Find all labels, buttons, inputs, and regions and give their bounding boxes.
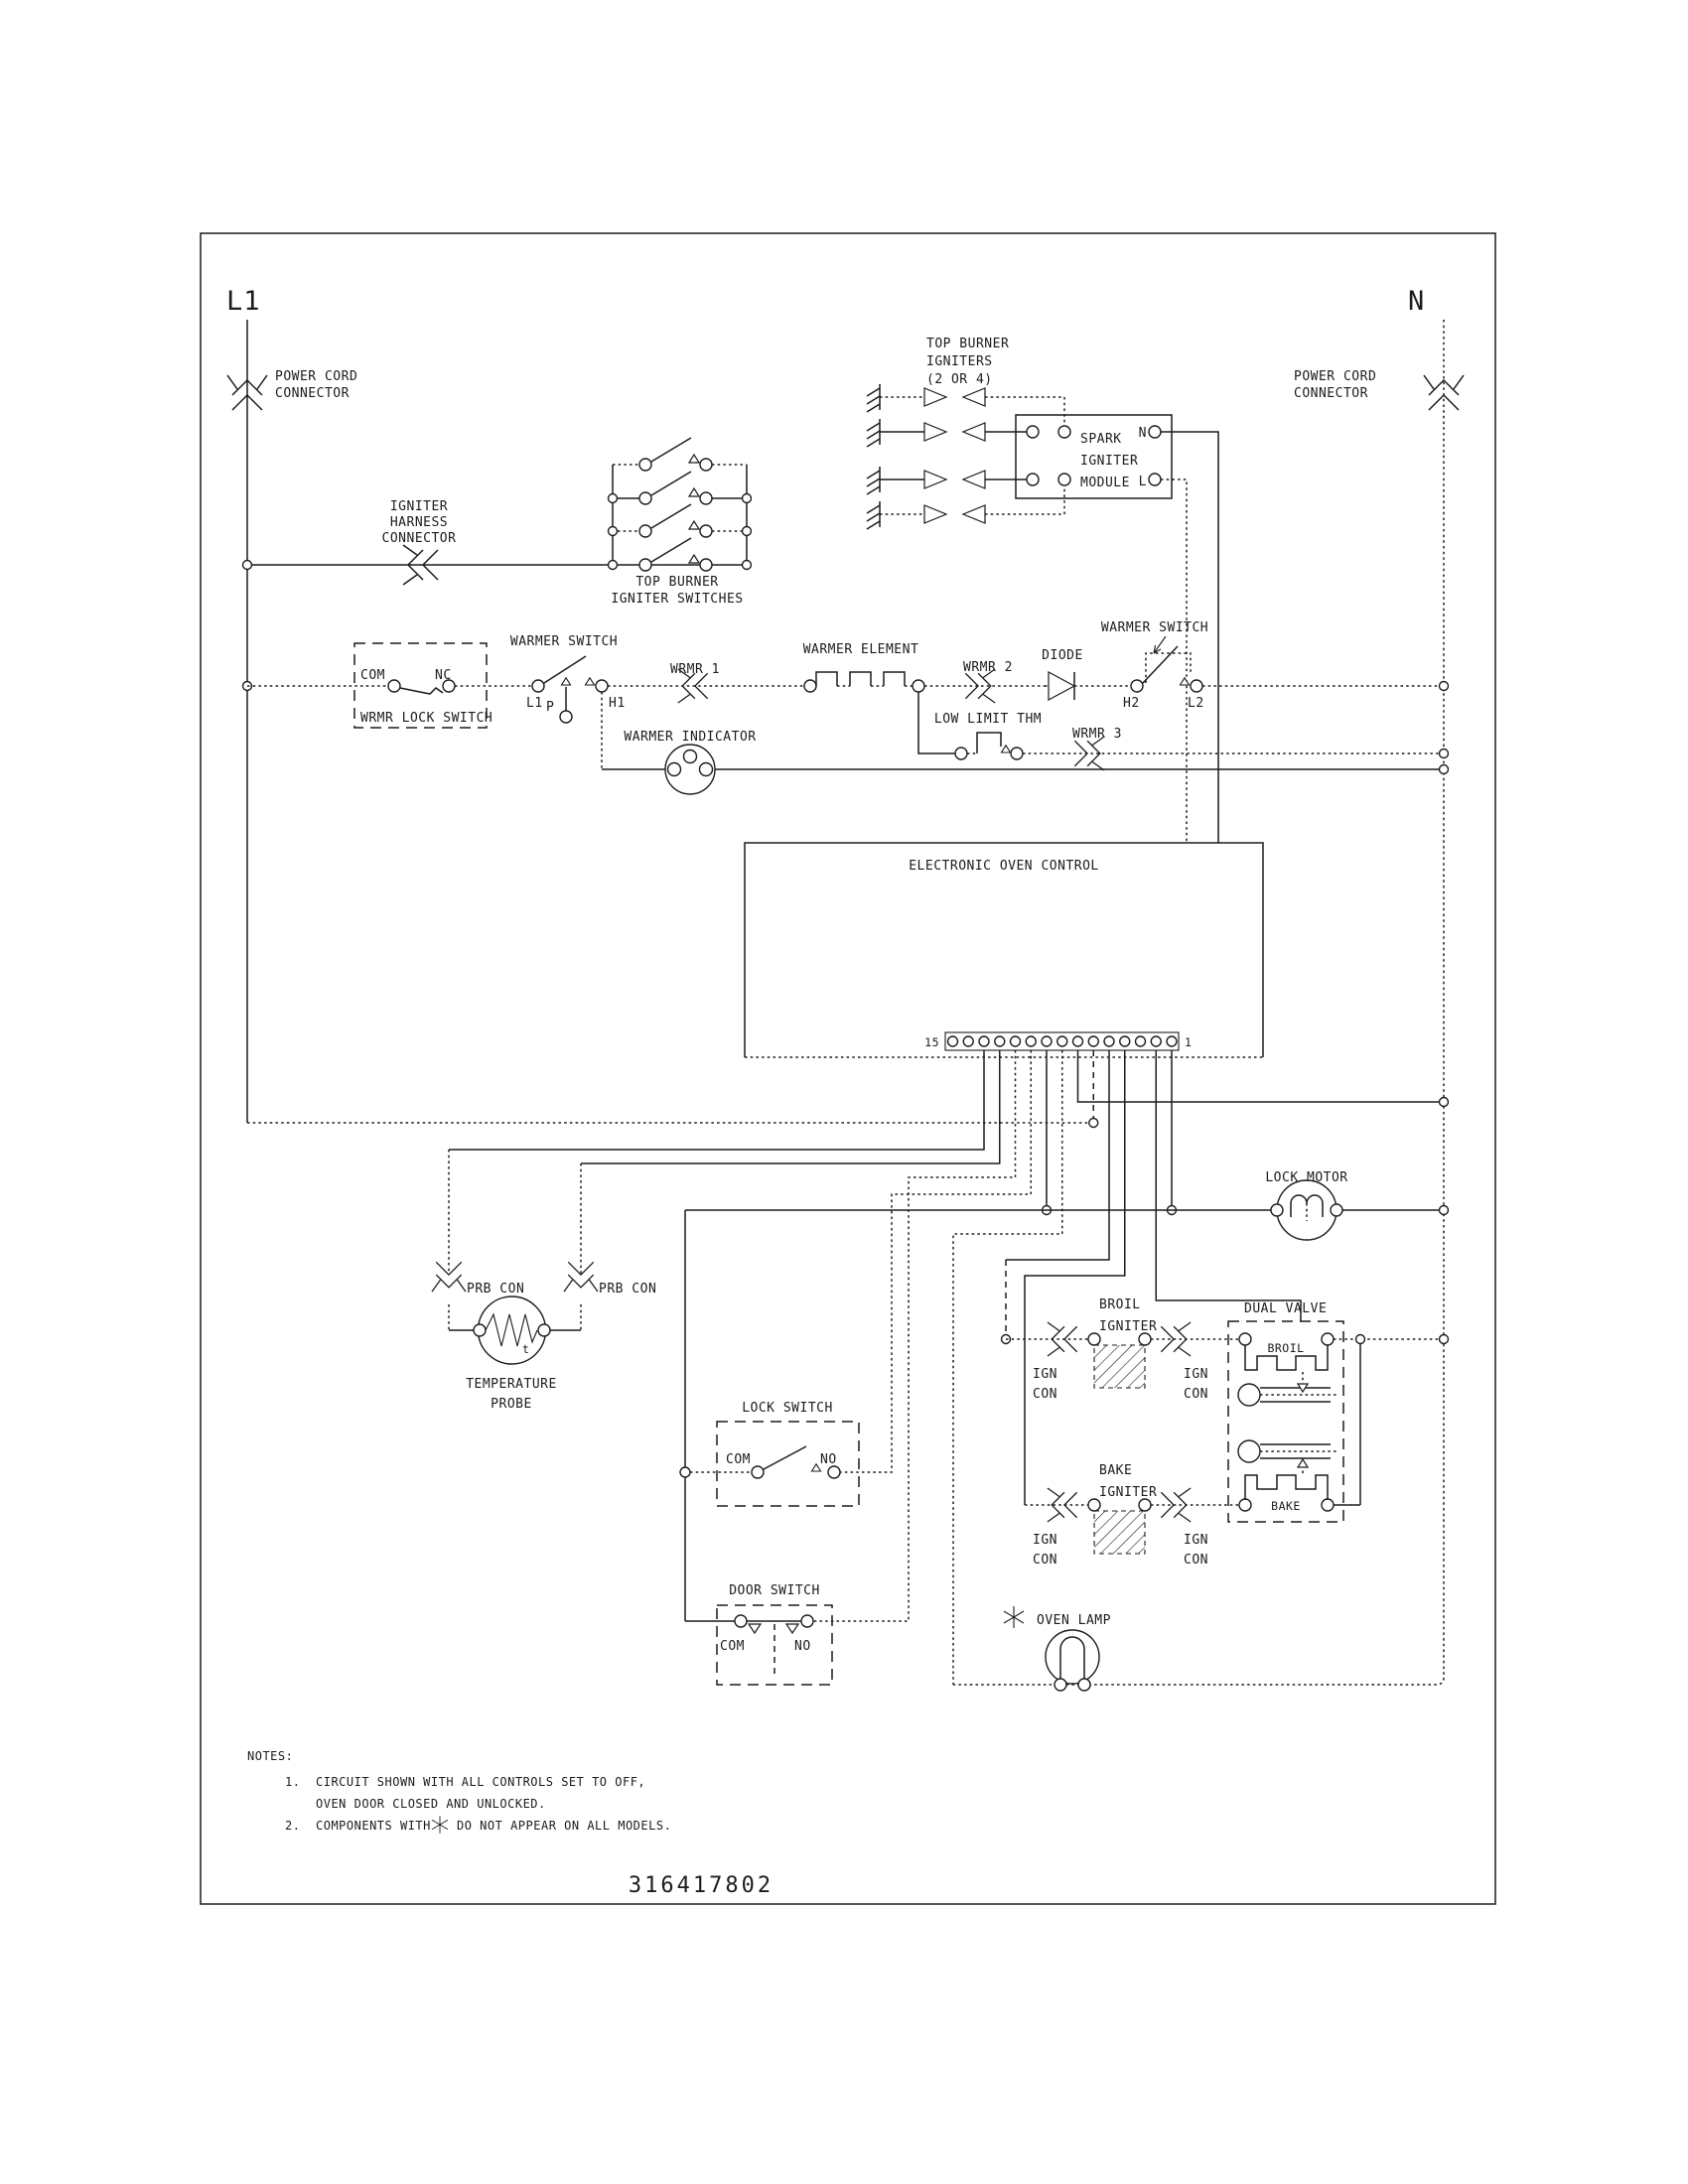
- svg-text:CONNECTOR: CONNECTOR: [275, 386, 350, 401]
- warmer-switch-p-label: P: [546, 700, 555, 715]
- low-limit-thermostat: [918, 692, 1449, 770]
- warmer-switch-left-label: WARMER SWITCH: [509, 634, 619, 649]
- note-2-text-a: COMPONENTS WITH: [316, 1819, 431, 1833]
- spark-module-label: SPARK: [1080, 432, 1122, 447]
- diode: [1045, 672, 1131, 700]
- warmer-switch-right: [1131, 636, 1449, 692]
- wrmr3-label: WRMR 3: [1072, 727, 1122, 742]
- svg-text:CON: CON: [1033, 1553, 1057, 1568]
- eoc-title: ELECTRONIC OVEN CONTROL: [909, 859, 1099, 874]
- terminal-1-label: 1: [1185, 1035, 1193, 1049]
- dual-valve-label: DUAL VALVE: [1244, 1301, 1328, 1316]
- wrmr2-label: WRMR 2: [963, 660, 1013, 675]
- n-label: N: [1408, 286, 1426, 317]
- part-number: 316417802: [628, 1873, 774, 1898]
- dual-valve: [1228, 1321, 1449, 1522]
- terminal-15-label: 15: [924, 1035, 939, 1049]
- top-burner-igniter-rows: [867, 384, 1064, 529]
- broil-ign-con-right-label: IGN: [1184, 1367, 1208, 1382]
- svg-text:CONNECTOR: CONNECTOR: [1294, 386, 1368, 401]
- oven-lamp-label: OVEN LAMP: [1037, 1613, 1111, 1628]
- warmer-switch-h2-label: H2: [1123, 696, 1140, 711]
- broil-ign-con-left-label: IGN: [1033, 1367, 1057, 1382]
- lock-switch-no-label: NO: [820, 1452, 837, 1467]
- wrmr-lock-switch-label: WRMR LOCK SWITCH: [360, 711, 493, 726]
- temperature-probe: [474, 1297, 550, 1364]
- svg-text:(2 OR 4): (2 OR 4): [926, 372, 993, 387]
- bake-coil-label: BAKE: [1271, 1499, 1301, 1513]
- bake-ign-con-right-label: IGN: [1184, 1533, 1208, 1548]
- svg-text:IGNITER: IGNITER: [1080, 454, 1139, 469]
- door-switch-com-label: COM: [720, 1639, 745, 1654]
- prb-con-right-label: PRB CON: [599, 1282, 657, 1297]
- wrmr1-label: WRMR 1: [670, 662, 720, 677]
- lock-motor-label: LOCK MOTOR: [1265, 1170, 1348, 1185]
- power-cord-connector-right-label: POWER CORD: [1294, 369, 1377, 384]
- low-limit-thm-label: LOW LIMIT THM: [933, 712, 1043, 727]
- note-1-number: 1.: [285, 1775, 301, 1789]
- svg-text:IGNITERS: IGNITERS: [926, 354, 993, 369]
- svg-text:CON: CON: [1184, 1553, 1208, 1568]
- note-asterisk-icon: [432, 1816, 448, 1834]
- temperature-probe-label: TEMPERATURE: [466, 1377, 557, 1392]
- wrmr-lock-com-label: COM: [360, 668, 385, 683]
- top-burner-switches-label: TOP BURNER: [635, 575, 719, 590]
- warmer-indicator-label: WARMER INDICATOR: [624, 730, 757, 745]
- bake-ign-con-left-label: IGN: [1033, 1533, 1057, 1548]
- svg-text:PROBE: PROBE: [491, 1397, 532, 1412]
- electronic-oven-control: [745, 843, 1263, 1057]
- warmer-switch-l2-label: L2: [1188, 696, 1204, 711]
- top-burner-igniter-switches: [609, 438, 752, 571]
- note-2-number: 2.: [285, 1819, 301, 1833]
- top-burner-igniters-label: TOP BURNER: [926, 337, 1010, 351]
- diode-label: DIODE: [1042, 648, 1083, 663]
- svg-text:MODULE: MODULE: [1080, 476, 1130, 490]
- igniter-harness-connector-label: IGNITER: [389, 499, 449, 514]
- prb-con-left-label: PRB CON: [467, 1282, 525, 1297]
- n-bus: [953, 320, 1464, 1685]
- broil-coil-label: BROIL: [1267, 1341, 1305, 1355]
- svg-text:CON: CON: [1184, 1387, 1208, 1402]
- l1-label: L1: [226, 286, 261, 317]
- svg-text:IGNITER: IGNITER: [1099, 1319, 1158, 1334]
- warmer-switch-h1-label: H1: [609, 696, 626, 711]
- power-cord-connector-left-label: POWER CORD: [275, 369, 358, 384]
- bake-igniter-label: BAKE: [1099, 1463, 1133, 1478]
- probe-t-mark: t: [522, 1342, 530, 1356]
- svg-text:HARNESS: HARNESS: [389, 515, 449, 530]
- warmer-element-label: WARMER ELEMENT: [802, 642, 919, 657]
- door-switch-label: DOOR SWITCH: [729, 1583, 820, 1598]
- warmer-element: [804, 672, 924, 692]
- spark-l-terminal-label: L: [1138, 475, 1147, 489]
- note-1-line-2: OVEN DOOR CLOSED AND UNLOCKED.: [316, 1797, 546, 1811]
- wrmr-lock-nc-label: NC: [435, 668, 452, 683]
- diagram-border: [201, 233, 1495, 1904]
- broil-igniter-label: BROIL: [1099, 1297, 1141, 1312]
- svg-text:IGNITER SWITCHES: IGNITER SWITCHES: [611, 592, 744, 607]
- warmer-switch-l1-label: L1: [526, 696, 543, 711]
- note-1-line-1: CIRCUIT SHOWN WITH ALL CONTROLS SET TO OFF,: [316, 1775, 646, 1789]
- lock-switch-label: LOCK SWITCH: [742, 1401, 833, 1416]
- note-2-text-b: DO NOT APPEAR ON ALL MODELS.: [457, 1819, 672, 1833]
- door-switch-no-label: NO: [794, 1639, 811, 1654]
- spark-n-terminal-label: N: [1138, 426, 1147, 441]
- svg-text:IGNITER: IGNITER: [1099, 1485, 1158, 1500]
- svg-text:CONNECTOR: CONNECTOR: [381, 531, 457, 546]
- warmer-switch-right-label: WARMER SWITCH: [1100, 620, 1209, 635]
- svg-text:CON: CON: [1033, 1387, 1057, 1402]
- lock-switch-com-label: COM: [726, 1452, 751, 1467]
- notes-title: NOTES:: [247, 1749, 294, 1763]
